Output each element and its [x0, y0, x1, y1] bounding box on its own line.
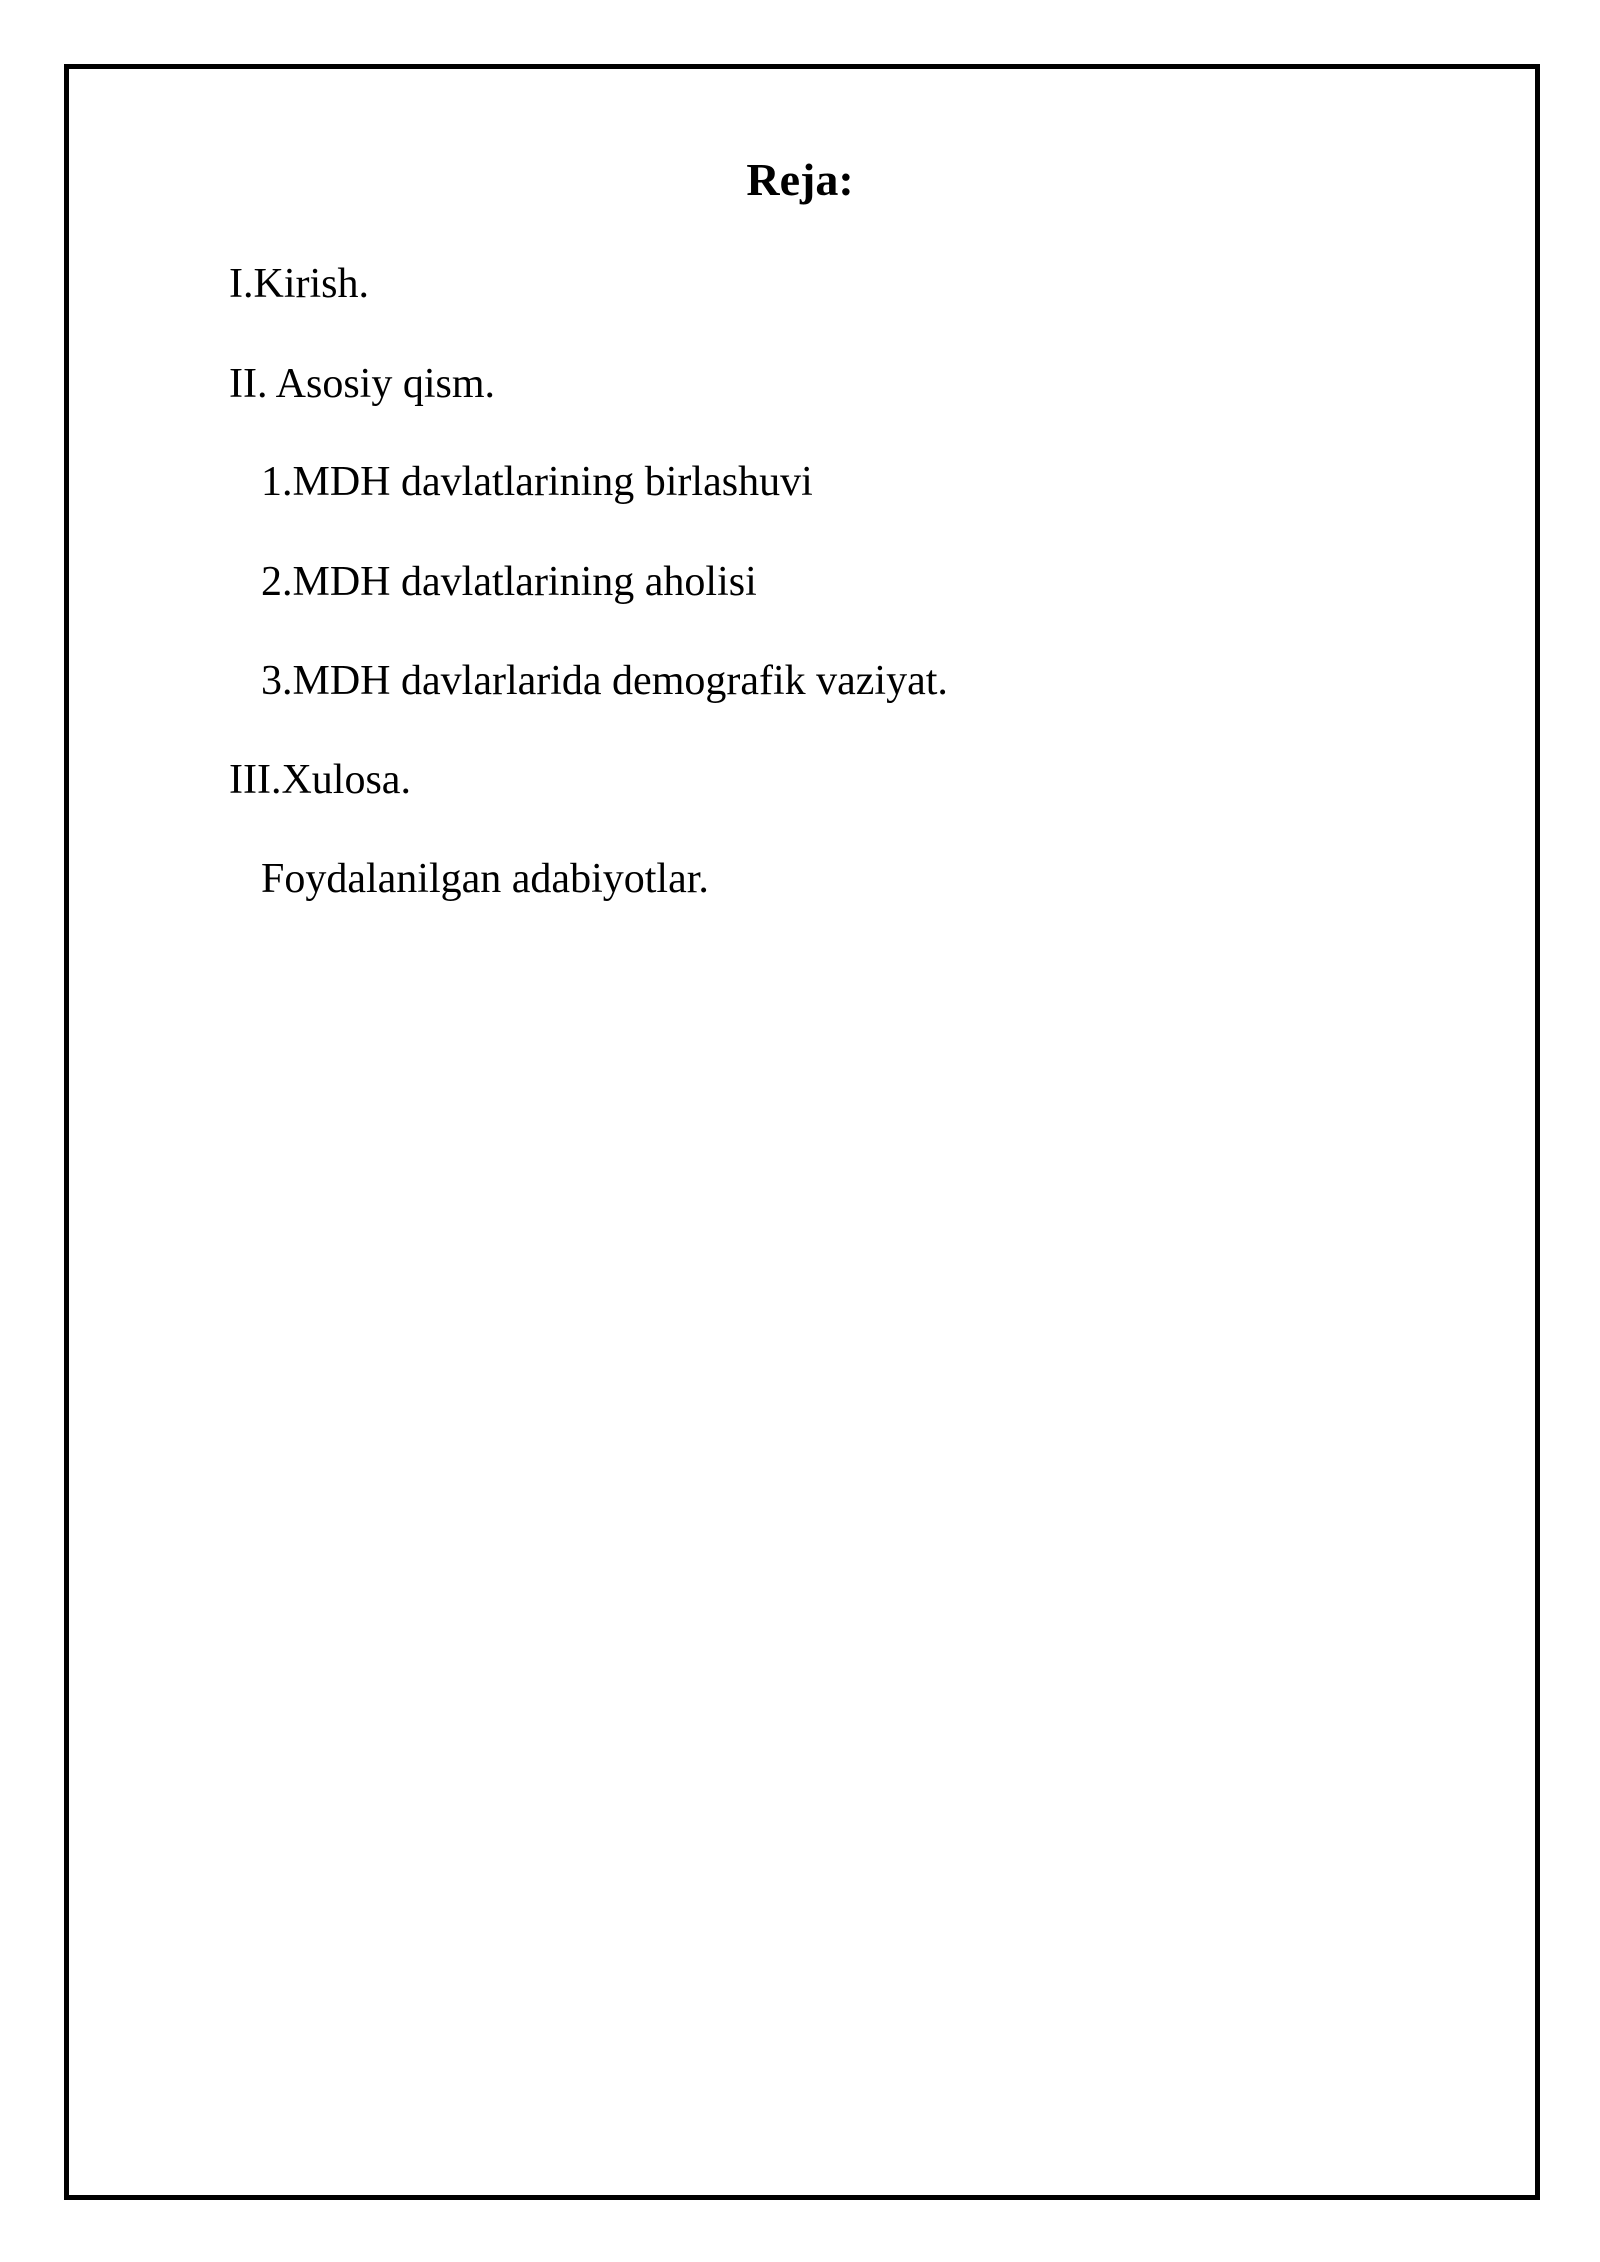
- outline-subitem-2: 2.MDH davlatlarining aholisi: [261, 559, 757, 605]
- outline-item-references: Foydalanilgan adabiyotlar.: [261, 856, 709, 902]
- outline-item-introduction: I.Kirish.: [229, 261, 369, 307]
- outline-subitem-1: 1.MDH davlatlarining birlashuvi: [261, 459, 813, 505]
- outline-item-conclusion: III.Xulosa.: [229, 757, 411, 803]
- outline-item-main-part: II. Asosiy qism.: [229, 361, 496, 407]
- outline-subitem-3: 3.MDH davlarlarida demografik vaziyat.: [261, 658, 948, 704]
- page-title: Reja:: [746, 154, 854, 205]
